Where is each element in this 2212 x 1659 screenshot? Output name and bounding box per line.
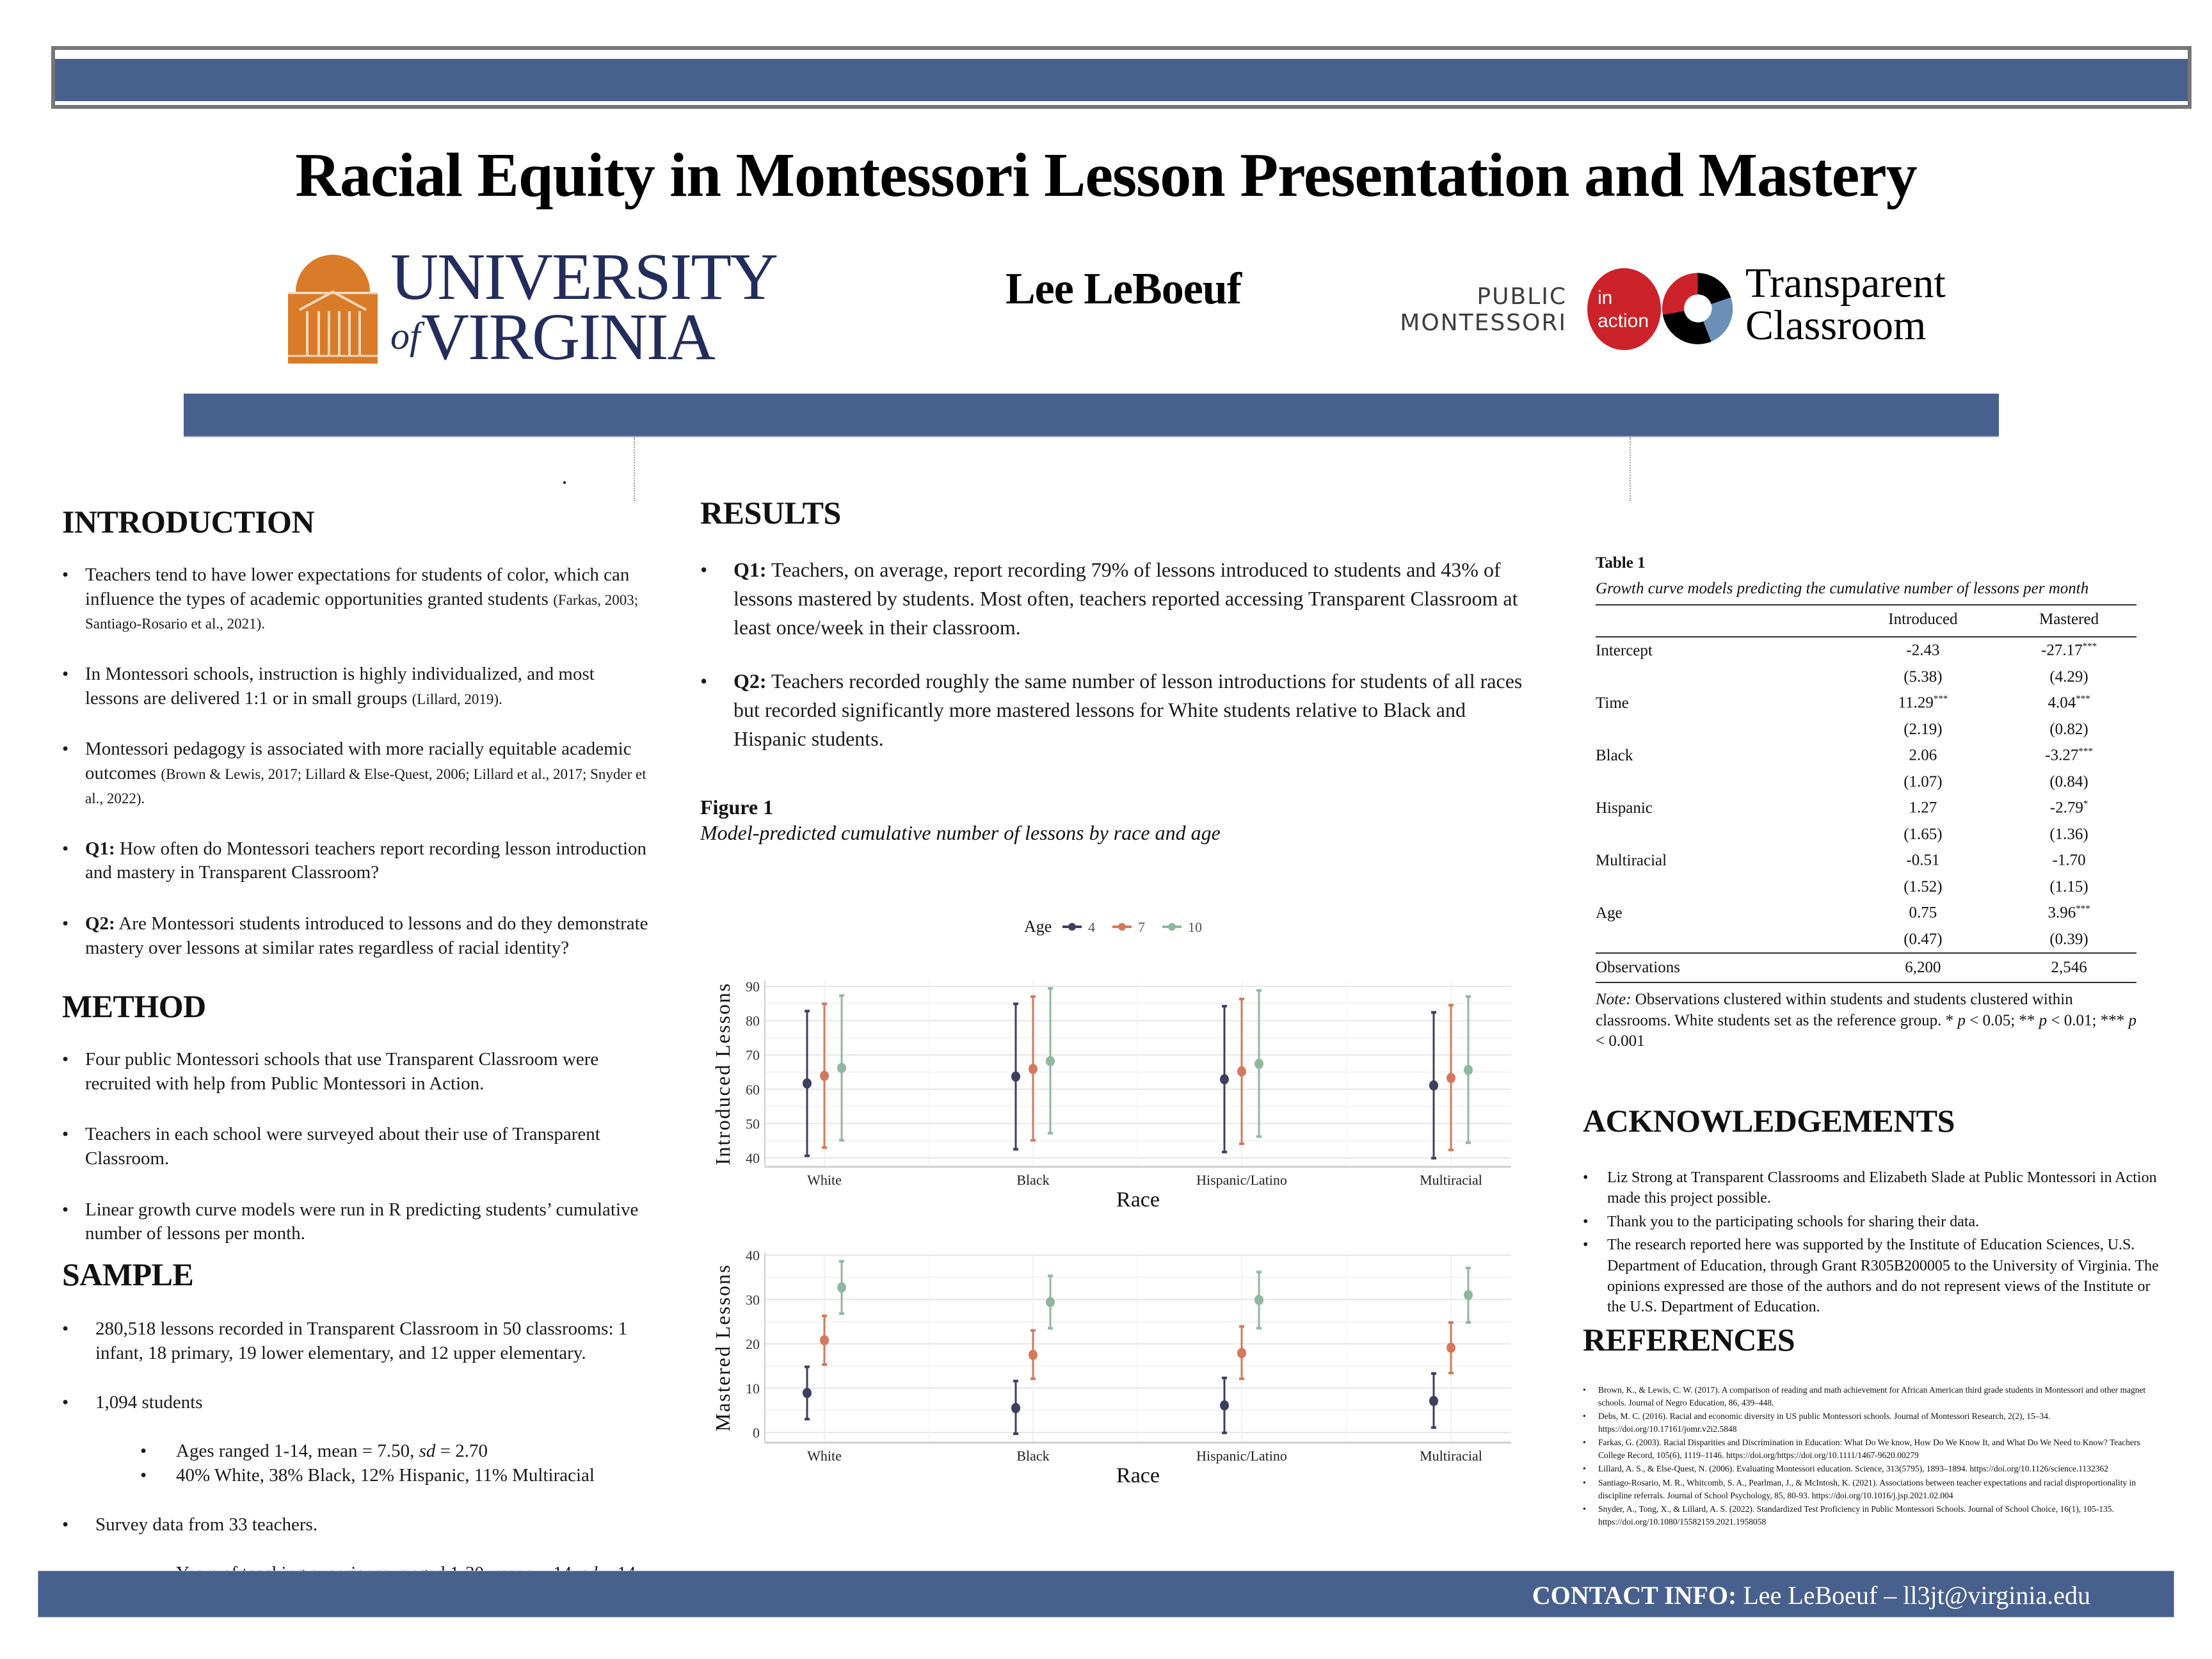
contact-label: CONTACT INFO: (1532, 1581, 1737, 1610)
uva-line1: UNIVERSITY (390, 240, 777, 314)
intro-citation: (Brown & Lewis, 2017; Lillard & Else-Quest, 2006; Lillard et al., 2017; Snyder et al., 2022). (85, 766, 646, 806)
mastered-coef: 4.04*** (2048, 694, 2090, 712)
author-name: Lee LeBoeuf (1005, 264, 1242, 314)
introduced-coef: -0.51 (1906, 851, 1940, 869)
method-section (62, 988, 651, 1273)
pmia-line1: PUBLIC (1477, 284, 1567, 310)
y-tick-label: 20 (746, 1336, 760, 1352)
blank (1596, 874, 1845, 900)
table-se-row (1596, 769, 2136, 795)
row-label: Intercept (1596, 641, 1653, 659)
data-point (1464, 1065, 1473, 1075)
ring-icon (1661, 270, 1735, 347)
note-label: Note: (1596, 991, 1631, 1008)
pmia-wordmark (1389, 284, 1567, 337)
contact-info (1532, 1580, 2090, 1610)
legend-label: 7 (1138, 919, 1145, 935)
blank (1596, 821, 1845, 847)
table-note (1596, 990, 2136, 1052)
y-tick-label: 80 (746, 1013, 760, 1029)
pmia-line2: MONTESSORI (1400, 310, 1567, 337)
method-item: • Four public Montessori schools that use Transparent Classroom were recruited with help from Public Montessori in Action. (62, 1048, 651, 1096)
introduction-section (62, 503, 651, 987)
students-age (140, 1439, 664, 1464)
tc-line2: Classroom (1745, 302, 1927, 349)
result-text: Teachers recorded roughly the same number of lesson introductions for students of all races but recorded significantly more mastered lessons for White students relative to Black and Hispanic students. (733, 669, 1523, 750)
legend-title: Age (1024, 917, 1052, 936)
x-tick-label: White (807, 1172, 842, 1188)
y-tick-label: 10 (746, 1380, 760, 1397)
x-axis-label: Race (1116, 1464, 1160, 1487)
intro-text: In Montessori schools, instruction is highly individualized, and most lessons are delivered 1:1 or in small groups (85, 664, 595, 709)
introduced-coef: 1.27 (1909, 799, 1937, 817)
data-point (837, 1063, 846, 1073)
blank (1596, 769, 1845, 795)
introduced-se: (1.07) (1903, 773, 1943, 790)
regression-table (1596, 604, 2136, 983)
sample-lessons: • 280,518 lessons recorded in Transparent Classroom in 50 classrooms: 1 infant, 18 primary, 19 lower elementary, and 12 upper elementary. (62, 1317, 664, 1365)
introduced-coef: 11.29*** (1898, 694, 1948, 712)
col-header-mastered: Mastered (2039, 611, 2099, 628)
data-point (1447, 1073, 1455, 1083)
rotunda-icon (282, 253, 384, 369)
detail-text: = 2.70 (435, 1441, 488, 1462)
table-caption: Growth curve models predicting the cumulative number of lessons per month (1596, 580, 2089, 597)
table-se-row (1596, 821, 2136, 847)
intro-item (62, 737, 651, 810)
data-point (1254, 1295, 1263, 1305)
note-p: p (2128, 1011, 2136, 1029)
legend-dot-icon (1168, 923, 1176, 931)
table-row (1596, 795, 2136, 821)
table-row (1596, 847, 2136, 874)
blank (1596, 664, 1845, 690)
table-se-row (1596, 716, 2136, 742)
references-list (1583, 1384, 2159, 1528)
data-point (1029, 1064, 1038, 1074)
intro-citation: (Farkas, 2003; Santiago-Rosario et al., 2021). (85, 591, 639, 632)
legend-label: 4 (1088, 919, 1095, 935)
introduced-se: (2.19) (1903, 720, 1943, 738)
mastered-coef: -1.70 (2052, 851, 2086, 869)
header-divider-band (184, 394, 1999, 437)
y-tick-label: 0 (753, 1425, 760, 1441)
tc-wordmark (1745, 262, 1946, 347)
column-guide-right (1630, 437, 1631, 501)
data-point (1029, 1350, 1038, 1360)
question-label: Q1: (85, 838, 115, 859)
y-axis-label: Mastered Lessons (711, 1263, 734, 1432)
data-point (1011, 1071, 1020, 1082)
ack-item: • Thank you to the participating schools for sharing their data. (1583, 1212, 2159, 1232)
row-label: Age (1596, 904, 1623, 922)
observations-row (1596, 953, 2136, 982)
public-montessori-logo (1389, 259, 1658, 355)
x-tick-label: Black (1016, 1172, 1050, 1188)
mastered-coef: -3.27*** (2045, 746, 2093, 764)
y-tick-label: 70 (746, 1047, 760, 1064)
sample-list (62, 1317, 664, 1610)
x-axis-label: Race (1116, 1188, 1160, 1212)
detail-text: Ages ranged 1-14, mean = 7.50, (176, 1441, 419, 1462)
row-label: Black (1596, 746, 1633, 764)
stray-dot (563, 481, 566, 484)
note-text: Observations clustered within students and students clustered within classrooms. White students set as the reference group. * (1596, 991, 2073, 1029)
legend-label: 10 (1188, 919, 1202, 935)
introduction-heading: INTRODUCTION (62, 504, 315, 540)
research-question-1 (62, 837, 651, 885)
introduction-list (62, 563, 651, 960)
introduced-coef: 2.06 (1909, 746, 1937, 764)
mastered-n: 2,546 (2051, 959, 2087, 976)
legend-dot-icon (1118, 923, 1126, 931)
mastered-coef: -27.17*** (2041, 641, 2097, 659)
method-heading: METHOD (62, 988, 206, 1024)
references-heading: REFERENCES (1583, 1322, 1795, 1358)
method-item: • Teachers in each school were surveyed about their use of Transparent Classroom. (62, 1123, 651, 1171)
uva-logo (282, 240, 777, 374)
blank (1596, 716, 1845, 742)
note-p: p (2039, 1011, 2048, 1029)
tc-line1: Transparent (1745, 260, 1946, 307)
x-tick-label: Hispanic/Latino (1196, 1448, 1287, 1464)
table-row (1596, 742, 2136, 769)
row-label: Hispanic (1596, 799, 1653, 817)
x-tick-label: Multiracial (1420, 1172, 1482, 1188)
note-text: < 0.05; ** (1965, 1011, 2039, 1029)
data-point (803, 1388, 812, 1398)
introduced-n: 6,200 (1905, 959, 1941, 976)
detail-text: 40% White, 38% Black, 12% Hispanic, 11% Multiracial (176, 1464, 595, 1486)
data-point (1046, 1056, 1055, 1066)
y-tick-label: 30 (746, 1292, 760, 1308)
transparent-classroom-logo (1661, 262, 1955, 352)
method-list (62, 1048, 651, 1246)
y-tick-label: 50 (746, 1116, 760, 1132)
sample-heading: SAMPLE (62, 1256, 194, 1292)
col-header-introduced: Introduced (1888, 611, 1958, 628)
table-1 (1596, 554, 2136, 1052)
references-section (1583, 1321, 2159, 1529)
y-tick-label: 90 (746, 979, 760, 995)
acknowledgements-heading: ACKNOWLEDGEMENTS (1583, 1103, 1955, 1139)
mastered-se: (0.84) (2049, 773, 2088, 790)
data-point (820, 1071, 829, 1081)
data-point (1011, 1403, 1020, 1413)
x-tick-label: Multiracial (1420, 1448, 1482, 1464)
x-tick-label: Black (1016, 1448, 1050, 1464)
legend-dot-icon (1068, 923, 1076, 931)
introduced-coef: -2.43 (1906, 641, 1940, 659)
result-label: Q1: (733, 558, 767, 581)
column-guide-left (634, 437, 635, 501)
table-se-row (1596, 874, 2136, 900)
result-text: Teachers, on average, report recording 79% of lessons introduced to students and 43% of lessons mastered by students. Most often, teachers reported accessing Transparent Classroom at least once/week in their classroom. (733, 558, 1518, 639)
x-tick-label: Hispanic/Latino (1196, 1172, 1287, 1188)
contact-details: Lee LeBoeuf – ll3jt@virginia.edu (1736, 1581, 2090, 1610)
results-section (700, 494, 1532, 779)
acknowledgements-list (1583, 1167, 2159, 1318)
intro-item (62, 662, 651, 710)
reference-item: • Debs, M. C. (2016). Racial and economic diversity in US public Montessori schools. Journal of Montessori Research, 2(2), 15–34. https://doi.org/10.17161/jomr.v2i2.5848 (1583, 1410, 2159, 1435)
intro-text: Montessori pedagogy is associated with more racially equitable academic outcomes (85, 739, 632, 784)
y-tick-label: 40 (746, 1150, 760, 1166)
col-header-blank (1596, 605, 1845, 637)
top-banner (55, 59, 2188, 101)
blank (1596, 926, 1845, 953)
students-count: • 1,094 students (95, 1392, 203, 1413)
question-text: How often do Montessori teachers report recording lesson introduction and mastery in Transparent Classroom? (85, 838, 647, 883)
figure-caption: Model-predicted cumulative number of lessons by race and age (700, 821, 1221, 844)
question-text: Are Montessori students introduced to lessons and do they demonstrate mastery over lessons at similar rates regardless of racial identity? (85, 913, 648, 958)
data-point (837, 1283, 846, 1293)
data-point (1220, 1400, 1229, 1411)
results-list (700, 556, 1532, 753)
data-point (1046, 1297, 1055, 1307)
method-item: • Linear growth curve models were run in R predicting students’ cumulative number of lessons per month. (62, 1198, 651, 1246)
figure-label: Figure 1 (700, 796, 774, 819)
sample-students (62, 1391, 664, 1487)
intro-citation: (Lillard, 2019). (412, 691, 502, 707)
x-tick-label: White (807, 1448, 842, 1464)
acknowledgements-section (1583, 1102, 2159, 1320)
row-label: Time (1596, 694, 1629, 712)
results-heading: RESULTS (700, 495, 841, 531)
students-race (140, 1464, 664, 1488)
mastered-coef: -2.79* (2049, 799, 2088, 817)
reference-item: • Brown, K., & Lewis, C. W. (2017). A comparison of reading and math achievement for African American third grade students in Montessori and other magnet schools. Journal of Negro Education, 86, 439–448. (1583, 1384, 2159, 1409)
table-se-row (1596, 926, 2136, 953)
ack-item: • The research reported here was supported by the Institute of Education Sciences, U.S. Department of Education, through Grant R305B200005 to the University of Virginia. The opinions expressed are those of the authors and do not represent views of the Institute or the U.S. Department of Education. (1583, 1235, 2159, 1318)
mastered-se: (0.39) (2049, 930, 2088, 948)
introduced-se: (5.38) (1903, 668, 1943, 685)
uva-wordmark (390, 240, 777, 374)
uva-line2: VIRGINIA (421, 300, 714, 374)
data-point (1237, 1348, 1246, 1358)
y-tick-label: 40 (746, 1247, 760, 1263)
students-details (95, 1439, 664, 1487)
data-point (1464, 1290, 1473, 1300)
table-row (1596, 637, 2136, 664)
note-text: < 0.001 (1596, 1032, 1645, 1050)
table-header-row (1596, 605, 2136, 637)
data-point (1220, 1074, 1229, 1084)
introduced-coef: 0.75 (1909, 904, 1937, 922)
in-action-badge-icon (1587, 268, 1661, 350)
detail-em: sd (419, 1441, 436, 1462)
mastered-coef: 3.96*** (2048, 904, 2090, 922)
row-label: Multiracial (1596, 851, 1667, 869)
data-point (820, 1335, 829, 1345)
data-point (1447, 1343, 1455, 1353)
data-point (1254, 1059, 1263, 1069)
uva-of: of (390, 315, 421, 357)
mastered-se: (0.82) (2049, 720, 2088, 738)
contact-bar (38, 1571, 2174, 1617)
table-row (1596, 690, 2136, 716)
result-label: Q2: (733, 669, 767, 693)
introduced-se: (1.65) (1903, 825, 1943, 843)
figure-1-chart (698, 909, 1530, 1498)
introduced-se: (1.52) (1903, 878, 1943, 895)
reference-item: • Snyder, A., Tong, X., & Lillard, A. S. (2022). Standardized Test Proficiency in Public Montessori Schools. Journal of School Choice, 16(1), 105-135. https://doi.org/10.1080/15582159.2021.1958058 (1583, 1503, 2159, 1528)
y-tick-label: 60 (746, 1081, 760, 1098)
table-number: Table 1 (1596, 554, 1646, 572)
result-q2 (700, 667, 1532, 753)
question-label: Q2: (85, 913, 115, 934)
introduced-se: (0.47) (1903, 930, 1943, 948)
y-axis-label: Introduced Lessons (711, 982, 734, 1166)
data-point (803, 1078, 812, 1089)
badge-line1: in (1598, 287, 1613, 309)
research-question-2 (62, 912, 651, 960)
data-point (1237, 1066, 1246, 1077)
note-text: < 0.01; *** (2047, 1011, 2129, 1029)
intro-item (62, 563, 651, 636)
intro-text: Teachers tend to have lower expectations for students of color, which can influence the types of academic opportunities granted students (85, 565, 630, 609)
result-q1 (700, 556, 1532, 641)
note-p: p (1957, 1011, 1966, 1029)
row-label: Observations (1596, 959, 1680, 976)
data-point (1429, 1396, 1438, 1406)
poster-title: Racial Equity in Montessori Lesson Presentation and Mastery (295, 141, 1917, 210)
table-row (1596, 900, 2136, 926)
reference-item: • Lillard, A. S., & Else-Quest, N. (2006). Evaluating Montessori education. Science, 313(5795), 1893–1894. https://doi.org/10.1126/science.1132362 (1583, 1463, 2159, 1475)
ack-item: • Liz Strong at Transparent Classrooms and Elizabeth Slade at Public Montessori in Action made this project possible. (1583, 1167, 2159, 1209)
mastered-se: (1.36) (2049, 825, 2088, 843)
mastered-se: (4.29) (2049, 668, 2088, 685)
badge-line2: action (1598, 310, 1649, 332)
reference-item: • Farkas, G. (2003). Racial Disparities and Discrimination in Education: What Do We know, How Do We Know It, and What Do We Need to Know? Teachers College Record, 105(6), 1119–1146. https://doi.org/https://doi.org/10.1111/1467-9620.00279 (1583, 1436, 2159, 1461)
data-point (1429, 1080, 1438, 1091)
reference-item: • Santiago-Rosario, M. R., Whitcomb, S. A., Pearlman, J., & McIntosh, K. (2021). Associations between teacher expectations and racial disproportionality in discipline referrals. Journal of School Psychology, 85, 80-93. https://doi.org/10.1016/j.jsp.2021.02.004 (1583, 1477, 2159, 1502)
mastered-se: (1.15) (2049, 878, 2088, 895)
table-se-row (1596, 664, 2136, 690)
teachers-count: • Survey data from 33 teachers. (95, 1514, 318, 1535)
